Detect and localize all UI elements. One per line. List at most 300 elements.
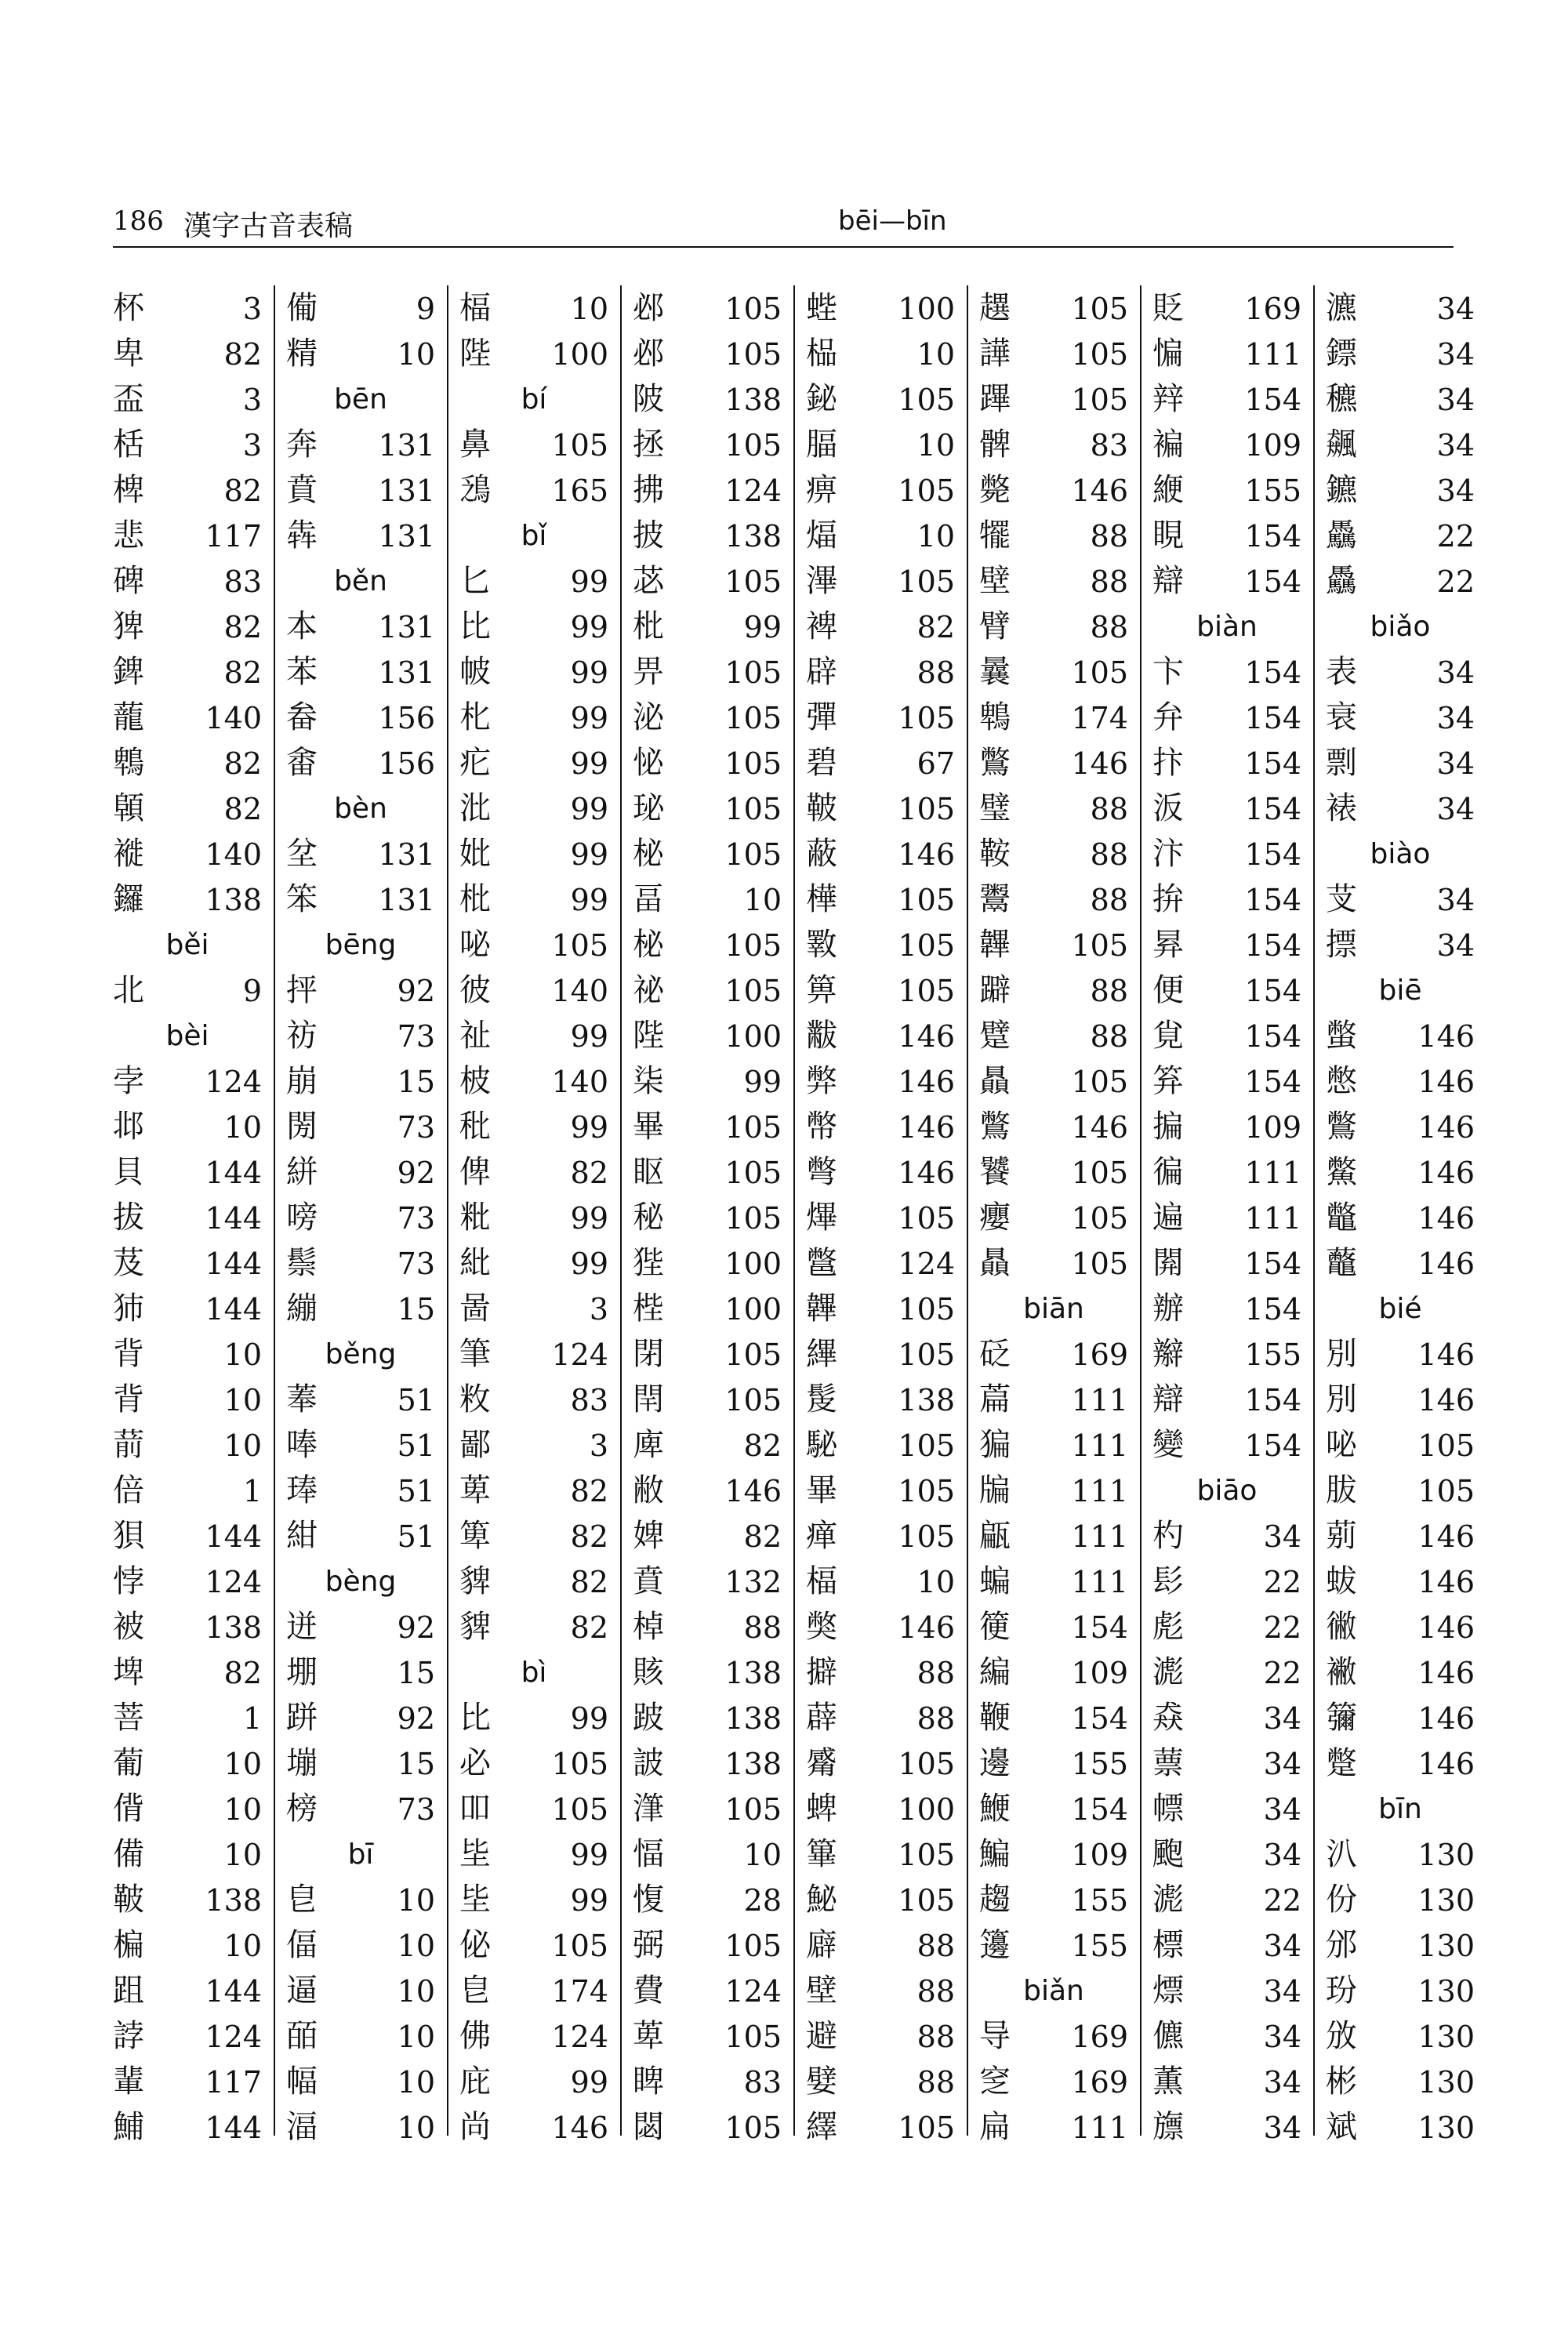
character: 笲 (1152, 1063, 1184, 1099)
character: 詖 (633, 1745, 664, 1781)
rhyme-group-number: 105 (1071, 1065, 1128, 1099)
entry-row (806, 877, 955, 922)
character: 裱 (1326, 790, 1357, 826)
character: 徧 (1152, 1154, 1184, 1190)
entry-row (1152, 1786, 1301, 1831)
character: 錍 (113, 654, 144, 690)
entry-row (1326, 649, 1475, 695)
character: 璧 (979, 790, 1011, 826)
character: 辡 (1152, 381, 1184, 417)
entry-row (633, 376, 782, 422)
entry-row (806, 1786, 955, 1831)
entry-row (459, 1422, 608, 1468)
rhyme-group-number: 140 (205, 837, 262, 872)
rhyme-group-number: 92 (397, 1701, 435, 1736)
character: 貶 (1152, 290, 1184, 326)
character: 婢 (633, 1518, 664, 1554)
rhyme-group-number: 117 (205, 2065, 262, 2100)
entry-row (113, 1468, 262, 1513)
rhyme-group-number: 10 (916, 519, 955, 554)
entry-row (1326, 467, 1475, 513)
entry-row (1326, 1513, 1475, 1559)
entry-row (1326, 1968, 1475, 2013)
rhyme-group-number: 117 (205, 519, 262, 554)
entry-row (1152, 1104, 1301, 1149)
pinyin-heading: bēng (325, 929, 397, 961)
rhyme-group-number: 9 (242, 974, 262, 1008)
entry-row (1326, 1377, 1475, 1422)
entry-row (806, 1877, 955, 1922)
character: 比 (459, 608, 491, 644)
character: 黻 (806, 1018, 837, 1054)
rhyme-group-number: 155 (1071, 1883, 1128, 1918)
character: 筆 (459, 1336, 491, 1372)
character: 編 (979, 1654, 1011, 1690)
pinyin-heading-row (1326, 967, 1475, 1013)
entry-row (459, 558, 608, 604)
rhyme-group-number: 10 (916, 1565, 955, 1599)
entry-row (286, 1058, 435, 1104)
character: 鑣 (1326, 472, 1357, 508)
table-column (633, 285, 782, 2150)
entry-row (1152, 558, 1301, 604)
entry-row (979, 376, 1128, 422)
character: 北 (113, 972, 144, 1008)
rhyme-group-number: 10 (397, 1974, 435, 2009)
rhyme-group-number: 99 (743, 610, 782, 644)
rhyme-group-number: 105 (898, 883, 955, 917)
character: 獘 (806, 1609, 837, 1645)
character: 辦 (1152, 1290, 1184, 1327)
rhyme-group-number: 105 (724, 974, 782, 1008)
entry-row (633, 331, 782, 376)
entry-row (113, 1058, 262, 1104)
entry-row (633, 1058, 782, 1104)
rhyme-group-number: 138 (205, 1883, 262, 1918)
character: 葡 (113, 1745, 144, 1781)
entry-row (633, 1013, 782, 1058)
rhyme-group-number: 105 (1071, 928, 1128, 963)
rhyme-group-number: 34 (1436, 928, 1475, 963)
character: 辮 (1152, 1336, 1184, 1372)
entry-row (633, 1604, 782, 1650)
character: 蹩 (1326, 1745, 1357, 1781)
rhyme-group-number: 88 (1090, 564, 1128, 599)
character: 彼 (459, 972, 491, 1008)
entry-row (1152, 1286, 1301, 1331)
pinyin-heading: bǐ (521, 520, 547, 552)
entry-row (1152, 2013, 1301, 2059)
entry-row (633, 740, 782, 786)
pinyin-heading-row (286, 1331, 435, 1377)
entry-row (633, 1831, 782, 1877)
rhyme-group-number: 144 (205, 1156, 262, 1190)
entry-row (113, 1604, 262, 1650)
character: 表 (1326, 654, 1357, 690)
character: 鯆 (113, 2109, 144, 2145)
entry-row (113, 1195, 262, 1240)
rhyme-group-number: 130 (1417, 2020, 1475, 2054)
character: 躃 (979, 972, 1011, 1008)
character: 芨 (113, 1245, 144, 1281)
rhyme-group-number: 105 (898, 1428, 955, 1463)
entry-row (633, 422, 782, 467)
character: 份 (1326, 1882, 1357, 1918)
character: 畀 (633, 654, 664, 690)
entry-row (1152, 1013, 1301, 1058)
character: 邲 (633, 290, 664, 326)
entry-row (113, 513, 262, 558)
rhyme-group-number: 132 (724, 1565, 782, 1599)
character: 柲 (633, 927, 664, 963)
pinyin-heading: bèng (325, 1566, 397, 1598)
rhyme-group-number: 51 (397, 1383, 435, 1417)
rhyme-group-number: 140 (551, 1065, 608, 1099)
rhyme-group-number: 3 (242, 292, 262, 326)
rhyme-group-number: 169 (1071, 1338, 1128, 1372)
rhyme-group-number: 154 (1071, 1610, 1128, 1645)
entry-row (459, 1104, 608, 1149)
entry-row (1326, 786, 1475, 831)
entry-row (1152, 1240, 1301, 1286)
character: 鞍 (979, 836, 1011, 872)
pinyin-heading-row (1326, 831, 1475, 877)
character: 揙 (1152, 1109, 1184, 1145)
character: 髲 (806, 1381, 837, 1417)
entry-row (806, 1104, 955, 1149)
character: 瘅 (806, 1518, 837, 1554)
entry-row (113, 1695, 262, 1740)
entry-row (286, 604, 435, 649)
character: 駜 (806, 1427, 837, 1463)
rhyme-group-number: 34 (1436, 292, 1475, 326)
entry-row (806, 1650, 955, 1695)
rhyme-group-number: 3 (589, 1292, 608, 1327)
entry-row (1152, 786, 1301, 831)
character: 被 (113, 1609, 144, 1645)
entry-row (459, 1468, 608, 1513)
character: 箅 (806, 972, 837, 1008)
rhyme-group-number: 34 (1263, 1747, 1301, 1781)
character: 痹 (806, 472, 837, 508)
pinyin-heading: běn (334, 565, 387, 597)
character: 昪 (1152, 927, 1184, 963)
rhyme-group-number: 138 (724, 1701, 782, 1736)
character: 沘 (459, 790, 491, 826)
rhyme-group-number: 10 (397, 2020, 435, 2054)
entry-row (1326, 1240, 1475, 1286)
table-column (286, 285, 435, 2150)
entry-row (286, 1786, 435, 1831)
entry-row (633, 695, 782, 740)
entry-row (979, 1559, 1128, 1604)
character: 咇 (1326, 1427, 1357, 1463)
rhyme-group-number: 92 (397, 974, 435, 1008)
rhyme-group-number: 169 (1071, 2065, 1128, 2100)
rhyme-group-number: 88 (1090, 792, 1128, 826)
character: 幣 (806, 1109, 837, 1145)
rhyme-group-number: 131 (378, 610, 435, 644)
rhyme-group-number: 146 (1417, 1747, 1475, 1781)
rhyme-group-number: 10 (223, 1747, 262, 1781)
character: 賁 (286, 472, 318, 508)
character: 坒 (459, 1882, 491, 1918)
entry-row (113, 376, 262, 422)
rhyme-group-number: 10 (223, 1929, 262, 1963)
rhyme-group-number: 105 (1071, 292, 1128, 326)
character: 畬 (286, 745, 318, 781)
character: 費 (633, 1973, 664, 2009)
rhyme-group-number: 146 (551, 2111, 608, 2145)
entry-row (286, 1968, 435, 2013)
entry-row (806, 1377, 955, 1422)
character: 腷 (806, 426, 837, 463)
character: 汴 (1152, 836, 1184, 872)
entry-row (459, 695, 608, 740)
character: 賅 (633, 1654, 664, 1690)
pinyin-heading: bié (1378, 1293, 1422, 1325)
character: 貏 (459, 1609, 491, 1645)
entry-row (286, 1650, 435, 1695)
character: 貏 (459, 1563, 491, 1599)
rhyme-group-number: 124 (551, 1338, 608, 1372)
rhyme-group-number: 88 (916, 2065, 955, 2100)
entry-row (286, 1286, 435, 1331)
rhyme-group-number: 88 (916, 1656, 955, 1690)
entry-row (1326, 558, 1475, 604)
character: 鬻 (979, 881, 1011, 917)
entry-row (806, 604, 955, 649)
entry-row (113, 558, 262, 604)
pinyin-heading-row (459, 376, 608, 422)
entry-row (286, 1877, 435, 1922)
entry-row (806, 2059, 955, 2104)
column-divider (447, 285, 448, 2136)
rhyme-group-number: 146 (1417, 1701, 1475, 1736)
entry-row (1326, 1149, 1475, 1195)
pinyin-heading: bí (521, 383, 547, 416)
character: 邶 (113, 1109, 144, 1145)
rhyme-group-number: 10 (397, 2065, 435, 2100)
entry-row (1152, 1740, 1301, 1786)
rhyme-group-number: 111 (1071, 2111, 1128, 2145)
character: 弼 (633, 1927, 664, 1963)
rhyme-group-number: 10 (397, 1883, 435, 1918)
character: 瀌 (1326, 290, 1357, 326)
character: 笨 (286, 881, 318, 917)
rhyme-group-number: 99 (570, 1701, 608, 1736)
character: 坒 (459, 1836, 491, 1872)
character: 譁 (979, 336, 1011, 372)
rhyme-group-number: 146 (1071, 474, 1128, 508)
character: 孛 (113, 1063, 144, 1099)
rhyme-group-number: 34 (1263, 1792, 1301, 1827)
entry-row (113, 467, 262, 513)
rhyme-group-number: 82 (743, 1519, 782, 1554)
entry-row (633, 1104, 782, 1149)
rhyme-group-number: 82 (223, 474, 262, 508)
character: 抃 (1152, 745, 1184, 781)
pinyin-range: bēi—bīn (838, 205, 947, 237)
entry-row (1326, 1422, 1475, 1468)
character: 攽 (1326, 2018, 1357, 2054)
entry-row (806, 1513, 955, 1559)
rhyme-group-number: 105 (724, 1156, 782, 1190)
rhyme-group-number: 28 (743, 1883, 782, 1918)
character: 卑 (113, 336, 144, 372)
rhyme-group-number: 99 (570, 701, 608, 735)
rhyme-group-number: 105 (724, 792, 782, 826)
entry-row (1152, 2104, 1301, 2150)
entry-row (286, 285, 435, 331)
entry-row (633, 1695, 782, 1740)
rhyme-group-number: 82 (570, 1156, 608, 1190)
character: 貝 (113, 1154, 144, 1190)
character: 變 (1152, 1427, 1184, 1463)
character: 鯿 (979, 1836, 1011, 1872)
rhyme-group-number: 10 (397, 2111, 435, 2145)
rhyme-group-number: 154 (1244, 746, 1301, 781)
entry-row (979, 649, 1128, 695)
character: 陂 (633, 381, 664, 417)
rhyme-group-number: 109 (1244, 1110, 1301, 1145)
entry-row (1326, 740, 1475, 786)
entry-row (1326, 695, 1475, 740)
rhyme-group-number: 146 (1071, 1110, 1128, 1145)
character: 擗 (806, 1654, 837, 1690)
column-divider (1313, 285, 1315, 2136)
rhyme-group-number: 144 (205, 1519, 262, 1554)
entry-row (806, 422, 955, 467)
column-divider (620, 285, 622, 2136)
character: 朼 (459, 699, 491, 735)
rhyme-group-number: 73 (397, 1201, 435, 1236)
character: 紕 (459, 1245, 491, 1281)
character: 鉍 (806, 381, 837, 417)
entry-row (979, 467, 1128, 513)
entry-row (979, 922, 1128, 967)
character: 偪 (286, 1927, 318, 1963)
rhyme-group-number: 34 (1436, 474, 1475, 508)
character: 颮 (1152, 1836, 1184, 1872)
character: 贔 (979, 1063, 1011, 1099)
pinyin-heading: biān (1023, 1293, 1084, 1325)
rhyme-group-number: 131 (378, 519, 435, 554)
character: 玢 (1326, 1973, 1357, 2009)
character: 斃 (979, 472, 1011, 508)
entry-row (806, 740, 955, 786)
character: 髀 (979, 426, 1011, 463)
character: 邠 (1326, 1927, 1357, 1963)
rhyme-group-number: 124 (205, 1065, 262, 1099)
rhyme-group-number: 22 (1263, 1610, 1301, 1645)
entry-row (633, 1922, 782, 1968)
rhyme-group-number: 34 (1263, 1519, 1301, 1554)
entry-row (1152, 877, 1301, 922)
entry-row (633, 1786, 782, 1831)
entry-row (633, 513, 782, 558)
character: 尚 (459, 2109, 491, 2145)
entry-row (459, 1513, 608, 1559)
character: 疕 (459, 745, 491, 781)
character: 皕 (286, 2018, 318, 2054)
character: 閍 (286, 1109, 318, 1145)
character: 枇 (633, 608, 664, 644)
entry-row (459, 604, 608, 649)
character: 吅 (459, 1791, 491, 1827)
pinyin-heading-row (286, 1559, 435, 1604)
entry-row (1152, 422, 1301, 467)
rhyme-group-number: 73 (397, 1792, 435, 1827)
entry-row (1152, 1604, 1301, 1650)
character: 觱 (806, 1745, 837, 1781)
entry-row (1326, 376, 1475, 422)
pinyin-heading: bēn (334, 383, 387, 416)
entry-row (113, 1422, 262, 1468)
entry-row (806, 467, 955, 513)
rhyme-group-number: 10 (397, 1929, 435, 1963)
entry-row (286, 1240, 435, 1286)
rhyme-group-number: 99 (570, 610, 608, 644)
rhyme-group-number: 10 (223, 1428, 262, 1463)
entry-row (979, 1877, 1128, 1922)
pinyin-heading: biǎo (1370, 611, 1431, 643)
character: 鞭 (979, 1700, 1011, 1736)
rhyme-group-number: 146 (1417, 1110, 1475, 1145)
entry-row (979, 558, 1128, 604)
character: 滭 (806, 563, 837, 599)
character: 导 (979, 2018, 1011, 2054)
rhyme-group-number: 82 (223, 1656, 262, 1690)
entry-row (286, 2013, 435, 2059)
entry-row (806, 1058, 955, 1104)
character: 剽 (1326, 745, 1357, 781)
rhyme-group-number: 124 (724, 1974, 782, 2009)
rhyme-group-number: 146 (898, 1610, 955, 1645)
table-column (1326, 285, 1475, 2150)
entry-row (1326, 1695, 1475, 1740)
rhyme-group-number: 82 (570, 1610, 608, 1645)
character: 坌 (286, 836, 318, 872)
entry-row (979, 604, 1128, 649)
rhyme-group-number: 82 (223, 337, 262, 372)
rhyme-group-number: 146 (1417, 1656, 1475, 1690)
running-header (113, 199, 1454, 248)
entry-row (113, 877, 262, 922)
rhyme-group-number: 82 (223, 610, 262, 644)
character: 邲 (633, 336, 664, 372)
entry-row (113, 1513, 262, 1559)
pinyin-heading: biāo (1196, 1475, 1258, 1507)
rhyme-group-number: 3 (242, 383, 262, 417)
rhyme-group-number: 83 (743, 2065, 782, 2100)
rhyme-group-number: 111 (1071, 1428, 1128, 1463)
character: 蛂 (1326, 1563, 1357, 1599)
character: 崩 (286, 1063, 318, 1099)
character: 曩 (979, 654, 1011, 690)
entry-row (459, 967, 608, 1013)
character: 備 (113, 1836, 144, 1872)
rhyme-group-number: 105 (898, 1519, 955, 1554)
character: 怭 (633, 745, 664, 781)
character: 韠 (979, 927, 1011, 963)
entry-row (1326, 1104, 1475, 1149)
character: 苾 (633, 563, 664, 599)
rhyme-group-number: 146 (1417, 1383, 1475, 1417)
pinyin-heading: bì (521, 1657, 547, 1689)
rhyme-group-number: 105 (724, 701, 782, 735)
character: 薫 (1152, 2063, 1184, 2100)
